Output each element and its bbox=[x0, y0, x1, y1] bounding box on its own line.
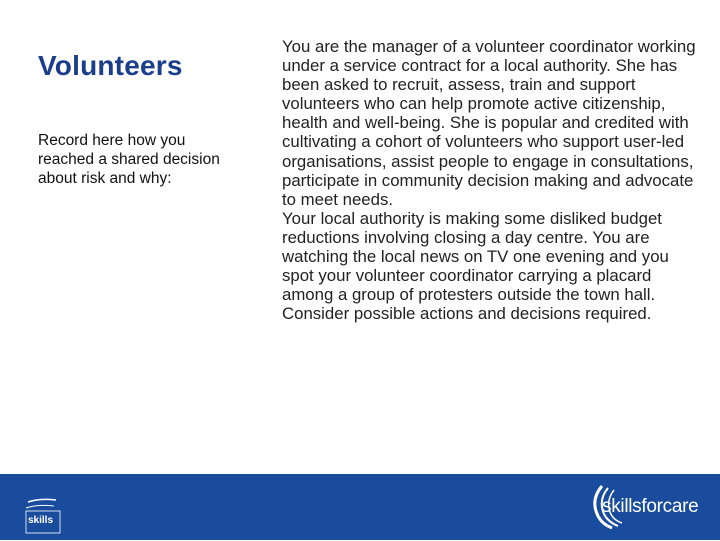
brand-prefix: skills bbox=[602, 496, 642, 517]
scenario-paragraph: Consider possible actions and decisions required. bbox=[282, 304, 652, 324]
skills-logo-text: skills bbox=[28, 515, 54, 526]
brand-wordmark bbox=[602, 496, 698, 518]
skills-logo bbox=[24, 496, 62, 536]
scenario-text bbox=[282, 37, 697, 323]
footer-bar bbox=[0, 474, 720, 540]
brand-suffix: forcare bbox=[641, 496, 699, 517]
scenario-paragraph: Your local authority is making some disliked budget reductions involving closing a day centre. You are watching the local news on TV one evening and you spot your volunteer coordinator carrying a placard among a group of protesters outside the town hall. bbox=[282, 208, 669, 305]
slide-title: Volunteers bbox=[38, 50, 183, 81]
prompt-text: Record here how you reached a shared decision about risk and why: bbox=[38, 132, 220, 187]
skills-for-care-logo bbox=[588, 480, 713, 536]
scenario-paragraph: You are the manager of a volunteer coordinator working under a service contract for a local authority. She has been asked to recruit, assess, train and support volunteers who can help promote active citizenship, health and well-being. She is popular and credited with cultivating a cohort of volunteers who support user-led organisations, assist people to engage in consultations, participate in community decision making and advocate to meet needs. bbox=[282, 37, 696, 209]
